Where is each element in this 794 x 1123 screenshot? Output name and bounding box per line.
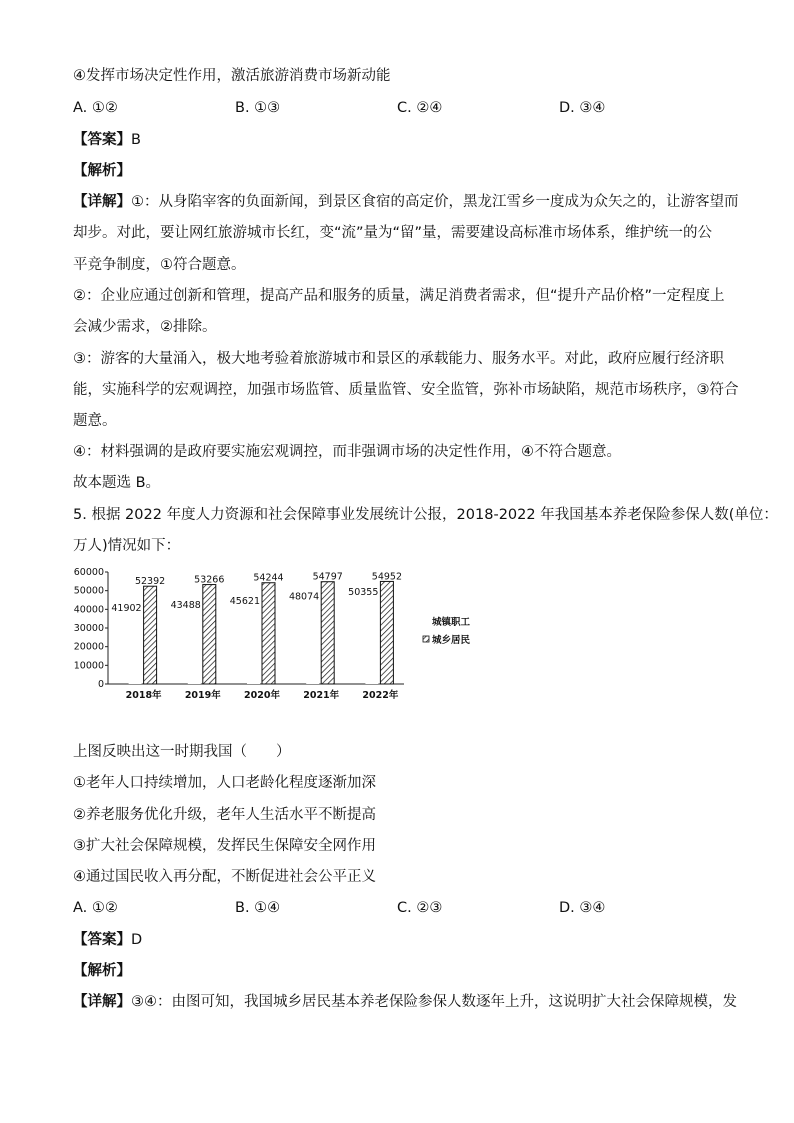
q5-stem-1: 5. 根据 2022 年度人力资源和社会保障事业发展统计公报，2018-2022 年我国基本养老保险参保人数(单位：: [73, 507, 778, 523]
y-tick-label: 30000: [73, 623, 104, 634]
q4-detail-4: ④：材料强调的是政府要实施宏观调控，而非强调市场的决定性作用，④不符合题意。: [73, 444, 621, 460]
q4-choice-b[interactable]: B. ①③: [235, 100, 281, 116]
q4-analysis-tag: 【解析】: [73, 163, 131, 179]
q5-answer: [73, 930, 142, 950]
q4-detail-1b: 却步。对此，要让网红旅游城市长红，变“流”量为“留”量，需要建设高标准市场体系，维护统一的公: [73, 225, 713, 241]
bar-urban: [306, 594, 319, 684]
detail-text: ③④：由图可知，我国城乡居民基本养老保险参保人数逐年上升，这说明扩大社会保障规模，发: [131, 994, 737, 1010]
q4-choices: [73, 98, 673, 118]
x-tick-label: 2020年: [244, 690, 280, 701]
q4-detail-3a: ③：游客的大量涌入，极大地考验着旅游城市和景区的承载能力、服务水平。对此，政府应履行经济职: [73, 351, 724, 367]
bar-rural: [321, 582, 334, 684]
q5-option-2: ②养老服务优化升级，老年人生活水平不断提高: [73, 807, 376, 823]
q4-detail-3c: 题意。: [73, 413, 117, 429]
legend-label-rural: 城乡居民: [432, 635, 471, 646]
q4-detail-1c: 平竞争制度，①符合题意。: [73, 257, 246, 273]
detail-tag: 【详解】: [73, 994, 131, 1010]
y-tick-label: 40000: [73, 604, 104, 616]
q4-detail-2a: ②：企业应通过创新和管理，提高产品和服务的质量，满足消费者需求，但“提升产品价格”一定程度上: [73, 288, 725, 304]
y-tick-label: 10000: [73, 660, 104, 672]
q4-detail-2b: 会减少需求，②排除。: [73, 319, 217, 335]
q5-choices: [73, 898, 673, 918]
q5-option-1: ①老年人口持续增加，人口老龄化程度逐渐加深: [73, 775, 376, 791]
q4-answer: [73, 130, 141, 150]
y-tick-label: 50000: [73, 585, 104, 597]
q5-option-3: ③扩大社会保障规模，发挥民生保障安全网作用: [73, 838, 376, 854]
q5-choice-c[interactable]: C. ②③: [397, 900, 443, 916]
data-label-urban: 48074: [288, 591, 320, 603]
bar-urban: [247, 599, 260, 684]
bar-rural: [262, 583, 275, 684]
legend-swatch-rural: [423, 636, 429, 642]
q5-option-4: ④通过国民收入再分配，不断促进社会公平正义: [73, 869, 376, 885]
q5-choice-d[interactable]: D. ③④: [559, 900, 606, 916]
data-label-urban: 50355: [348, 587, 379, 599]
q4-conclusion: 故本题选 B。: [73, 475, 161, 491]
bar-urban: [365, 590, 378, 684]
bar-rural: [203, 585, 216, 684]
data-label-rural: 54244: [253, 572, 284, 584]
pension-bar-chart: [70, 562, 490, 707]
answer-tag: 【答案】: [73, 132, 131, 148]
q5-stem-2: 万人)情况如下：: [73, 538, 181, 554]
bar-rural: [380, 581, 393, 684]
detail-text: ①：从身陷宰客的负面新闻，到景区食宿的高定价，黑龙江雪乡一度成为众矢之的，让游客望而: [131, 194, 739, 210]
q5-choice-b[interactable]: B. ①④: [235, 900, 281, 916]
q4-detail-1a: [73, 192, 739, 212]
q5-choice-a[interactable]: A. ①②: [73, 900, 118, 916]
q4-choice-c[interactable]: C. ②④: [397, 100, 443, 116]
data-label-rural: 54797: [312, 571, 343, 583]
x-tick-label: 2021年: [303, 690, 340, 701]
data-label-rural: 53266: [194, 574, 225, 586]
answer-value: D: [131, 932, 143, 948]
bar-urban: [188, 603, 201, 684]
q5-detail: [73, 992, 737, 1012]
answer-tag: 【答案】: [73, 932, 131, 948]
data-label-urban: 43488: [170, 599, 201, 611]
bar-rural: [144, 586, 157, 684]
q4-option-4: ④发挥市场决定性作用，激活旅游消费市场新动能: [73, 68, 391, 84]
bar-urban: [129, 606, 142, 684]
data-label-urban: 45621: [229, 595, 260, 607]
legend-label-urban: 城镇职工: [432, 617, 471, 628]
q5-analysis-tag: 【解析】: [73, 963, 131, 979]
q4-choice-d[interactable]: D. ③④: [559, 100, 606, 116]
detail-tag: 【详解】: [73, 194, 131, 210]
y-tick-label: 20000: [73, 641, 104, 653]
data-label-rural: 52392: [134, 576, 166, 588]
data-label-rural: 54952: [371, 571, 403, 583]
x-tick-label: 2019年: [184, 690, 221, 701]
y-tick-label: 0: [97, 679, 104, 690]
x-tick-label: 2022年: [362, 690, 399, 701]
answer-value: B: [131, 132, 141, 148]
q5-question: 上图反映出这一时期我国（ ）: [73, 744, 291, 760]
q4-choice-a[interactable]: A. ①②: [73, 100, 118, 116]
y-tick-label: 60000: [73, 567, 104, 578]
x-tick-label: 2018年: [125, 690, 162, 701]
data-label-urban: 41902: [111, 602, 142, 614]
q4-detail-3b: 能，实施科学的宏观调控，加强市场监管、质量监管、安全监管，弥补市场缺陷，规范市场秩序，③符合: [73, 382, 739, 398]
